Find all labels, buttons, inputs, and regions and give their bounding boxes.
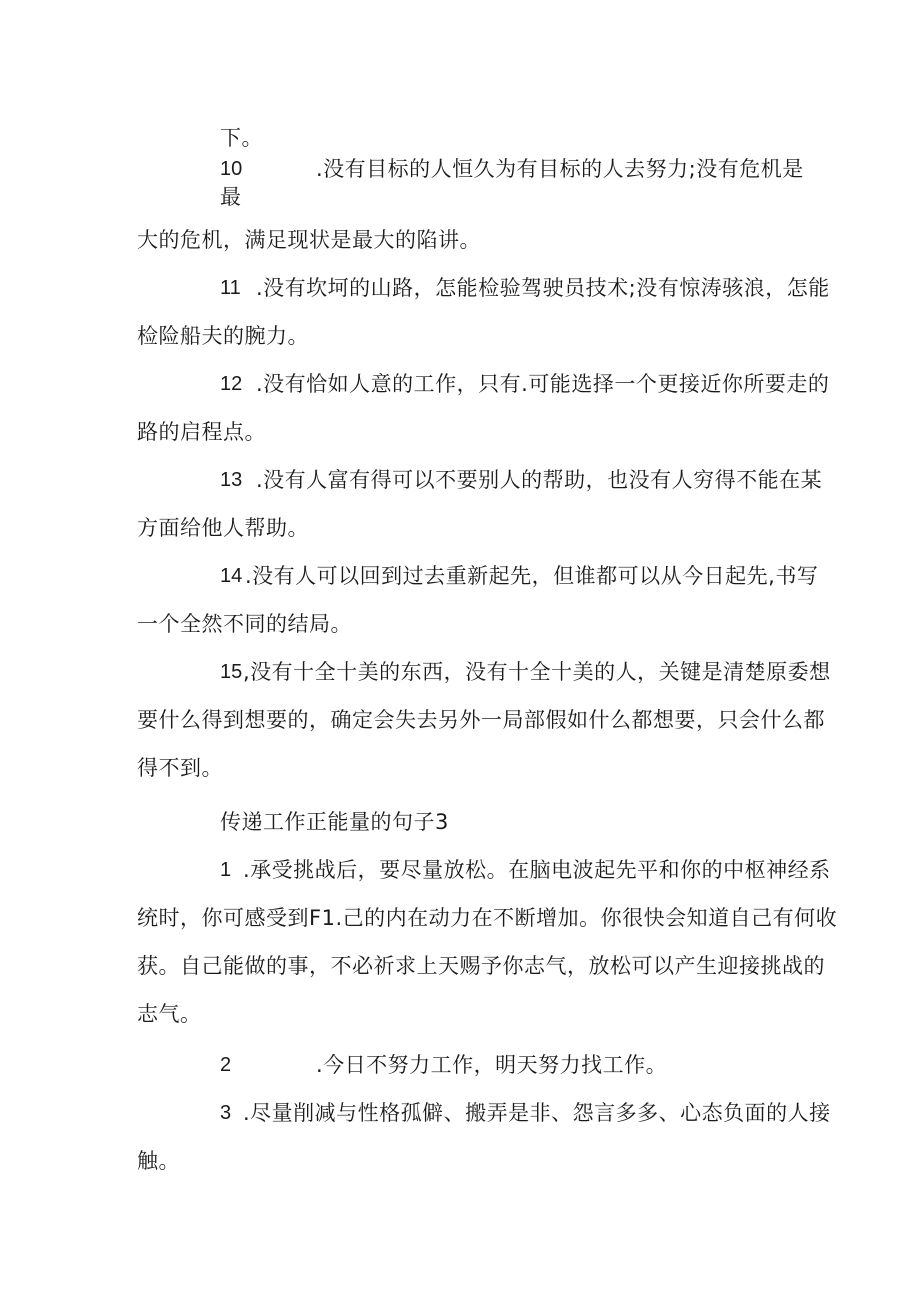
section-item-1-line3: 获。自己能做的事，不必祈求上天赐予你志气，放松可以产生迎接挑战的 — [137, 954, 825, 978]
item-number-10: 10 — [220, 158, 243, 180]
item-number-13: 13 — [220, 469, 243, 491]
item-15-line2: 要什么得到想要的，确定会失去另外一局部假如什么都想要，只会什么都 — [137, 708, 825, 732]
item-number-12: 12 — [220, 373, 243, 395]
item-10-line2: 大的危机，满足现状是最大的陷讲。 — [137, 228, 481, 252]
item-10-line1b: 最 — [220, 185, 242, 209]
section-heading: 传递工作正能量的句子3 — [220, 810, 449, 834]
section-item-1-line2: 统时，你可感受到F1.己的内在动力在不断增加。你很快会知道自己有何收 — [137, 906, 838, 930]
section-item-2-line1: .今日不努力工作，明天努力找工作。 — [316, 1053, 668, 1077]
item-13-line1: .没有人富有得可以不要别人的帮助，也没有人穷得不能在某 — [256, 468, 823, 492]
item-number-14: 14 — [220, 565, 243, 587]
item-14-line1: .没有人可以回到过去重新起先，但谁都可以从今日起先,书写 — [245, 564, 819, 588]
item-15-line3: 得不到。 — [137, 756, 223, 780]
item-13-line2: 方面给他人帮助。 — [137, 516, 309, 540]
item-14-line2: 一个全然不同的结局。 — [137, 612, 352, 636]
item-number-11: 11 — [220, 277, 241, 299]
item-11-line1: .没有坎坷的山路，怎能检验驾驶员技术;没有惊涛骇浪，怎能 — [256, 276, 830, 300]
item-12-line1: .没有恰如人意的工作，只有.可能选择一个更接近你所要走的 — [256, 372, 830, 396]
item-number-15: 15 — [220, 661, 243, 683]
section-item-1-line4: 志气。 — [137, 1002, 202, 1026]
item-12-line2: 路的启程点。 — [137, 420, 266, 444]
section-item-number-1: 1 — [220, 859, 232, 881]
continuation-text: 下。 — [220, 126, 263, 150]
section-item-3-line1: .尽量削减与性格孤僻、搬弄是非、怨言多多、心态负面的人接 — [243, 1101, 831, 1125]
section-item-1-line1: .承受挑战后，要尽量放松。在脑电波起先平和你的中枢神经系 — [243, 858, 831, 882]
item-15-line1: ,没有十全十美的东西，没有十全十美的人，关键是清楚原委想 — [243, 660, 831, 684]
item-10-line1: .没有目标的人恒久为有目标的人去努力;没有危机是 — [316, 157, 804, 181]
section-item-3-line2: 触。 — [137, 1149, 180, 1173]
item-11-line2: 检险船夫的腕力。 — [137, 324, 309, 348]
section-item-number-2: 2 — [220, 1054, 232, 1076]
section-item-number-3: 3 — [220, 1102, 232, 1124]
